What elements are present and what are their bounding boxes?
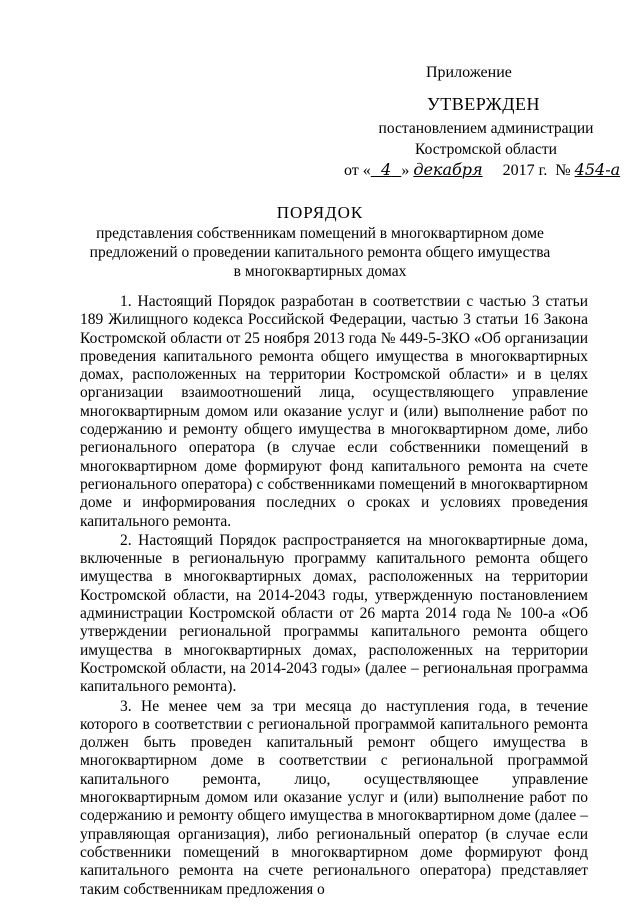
approved-by-line-2: Костромской области [415,141,557,158]
document-title: ПОРЯДОК [276,203,364,222]
date-month: декабря [413,160,483,179]
subtitle-line-2: предложений о проведении капитального ремонта общего имущества [89,244,551,261]
date-mid: » [401,162,410,179]
approved-heading: УТВЕРЖДЕН [427,94,541,114]
approved-by-block [377,118,595,160]
paragraph-1: 1. Настоящий Порядок разработан в соответствии с частью 3 статьи 189 Жилищного кодекса Российской Федерации, частью 3 статьи 16 Закона Костромской области от 25 ноября 2013 года № 449-5-ЗКО «Об организации проведения капитального ремонта общего имущества в многоквартирных домах, расположенных на территории Костромской области» и в целях организации взаимоотношений лица, осуществляющего управление многоквартирным домом или оказание услуг и (или) выполнение работ по содержанию и ремонту общего имущества в многоквартирном доме, либо регионального оператора (в случае если собственники помещений в многоквартирном доме формируют фонд капитального ремонта на счете регионального оператора) с собственниками помещений в многоквартирном доме и информирования последних о сроках и условиях проведения капитального ремонта. [80,293,588,530]
paragraph-2: 2. Настоящий Порядок распространяется на многоквартирные дома, включенные в региональную программу капитального ремонта общего имущества в многоквартирных домах, расположенных на территории Костромской области, на 2014-2043 годы, утвержденную постановлением администрации Костромской области от 26 марта 2014 года № 100-а «Об утверждении региональной программы капитального ремонта общего имущества в многоквартирных домах, расположенных на территории Костромской области, на 2014-2043 годы» (далее – региональная программа капитального ремонта). [80,531,588,696]
document-subtitle [0,224,640,281]
subtitle-line-1: представления собственникам помещений в многоквартирном доме [96,225,544,242]
approval-date-line [344,160,620,180]
approved-by-line-1: постановлением администрации [378,120,594,137]
date-day: 4 [380,160,392,179]
number-sign: № [555,162,571,179]
paragraph-3: 3. Не менее чем за три месяца до наступления года, в течение которого в соответствии с региональной программой капитального ремонта должен быть проведен капитальный ремонт общего имущества в многоквартирном доме в соответствии с региональной программой капитального ремонта, лицо, осуществляющее управление многоквартирным домом или оказание услуг и (или) выполнение работ по содержанию и ремонту общего имущества в многоквартирном доме (далее – управляющая организация), либо региональный оператор (в случае если собственники помещений в многоквартирном доме формируют фонд капитального ремонта на счете регионального оператора) представляет таким собственникам предложения о [80,697,588,898]
date-prefix: от « [344,162,371,179]
subtitle-line-3: в многоквартирных домах [233,263,407,280]
appendix-label: Приложение [426,64,512,81]
document-body [80,293,588,900]
document-number: 454-а [574,160,621,179]
date-year: 2017 г. [502,162,548,179]
